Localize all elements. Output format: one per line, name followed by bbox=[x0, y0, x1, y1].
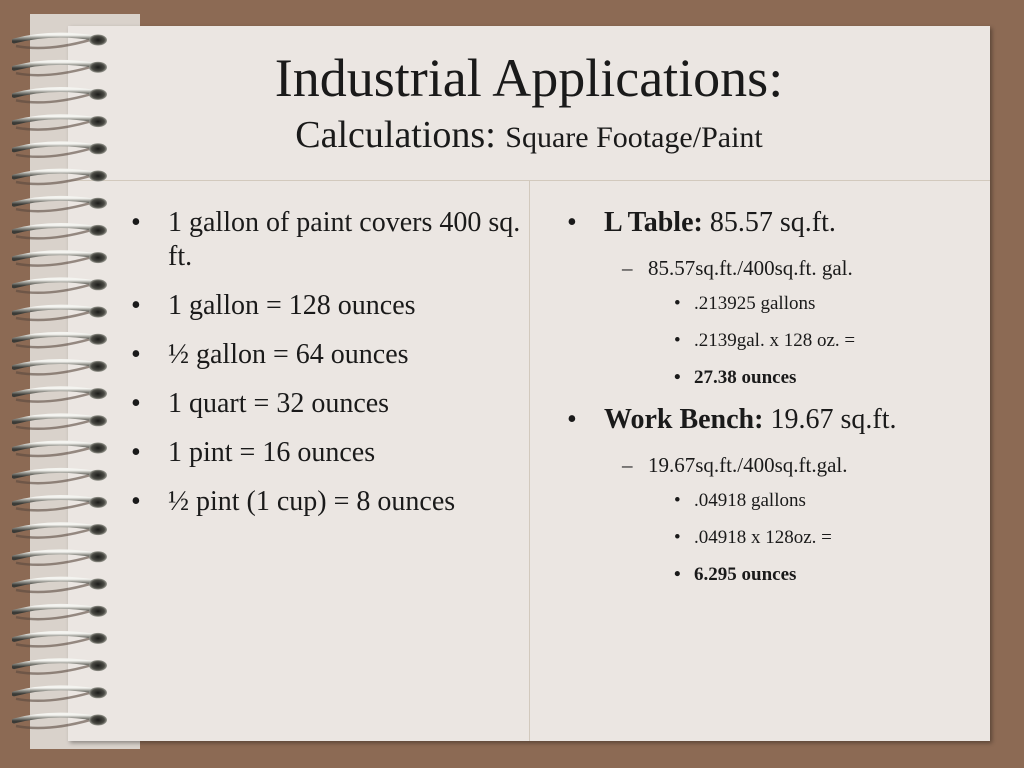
spiral-ring bbox=[14, 660, 107, 674]
work-bench-item bbox=[564, 403, 974, 437]
title-block bbox=[68, 48, 990, 161]
l-table-detail: • .213925 gallons bbox=[564, 292, 974, 316]
spiral-ring bbox=[14, 171, 107, 185]
l-table-value: 85.57 sq.ft. bbox=[702, 207, 836, 238]
spiral-ring bbox=[14, 687, 107, 701]
spiral-ring bbox=[14, 62, 107, 75]
spiral-ring bbox=[14, 497, 107, 511]
slide-subtitle bbox=[68, 112, 990, 161]
spiral-ring bbox=[14, 524, 107, 538]
work-bench-label: Work Bench: bbox=[604, 404, 764, 435]
spiral-ring bbox=[14, 279, 107, 293]
spiral-ring bbox=[14, 307, 107, 321]
spiral-ring bbox=[14, 606, 107, 620]
spiral-ring bbox=[14, 415, 107, 429]
spiral-ring bbox=[14, 361, 107, 375]
left-bullet-list bbox=[128, 206, 528, 519]
list-item: • 1 gallon of paint covers 400 sq. ft. bbox=[128, 206, 528, 274]
spiral-ring bbox=[14, 551, 107, 565]
work-bench-detail: • .04918 gallons bbox=[564, 489, 974, 513]
subtitle-small: Square Footage/Paint bbox=[505, 121, 763, 154]
right-column bbox=[564, 206, 974, 600]
list-item: • ½ gallon = 64 ounces bbox=[128, 338, 528, 372]
list-item: • 1 pint = 16 ounces bbox=[128, 436, 528, 470]
list-item: • 1 gallon = 128 ounces bbox=[128, 289, 528, 323]
spiral-binding-icon bbox=[12, 22, 122, 747]
l-table-result: • 27.38 ounces bbox=[564, 366, 974, 390]
l-table-label: L Table: bbox=[604, 207, 703, 238]
left-column bbox=[128, 206, 528, 534]
spiral-ring bbox=[14, 579, 107, 593]
spiral-ring bbox=[14, 388, 107, 402]
right-bullet-list bbox=[564, 206, 974, 587]
spiral-ring bbox=[14, 89, 107, 103]
list-item: • 1 quart = 32 ounces bbox=[128, 387, 528, 421]
l-table-detail: • .2139gal. x 128 oz. = bbox=[564, 329, 974, 353]
l-table-formula: – 85.57sq.ft./400sq.ft. gal. bbox=[564, 255, 974, 281]
spiral-ring bbox=[14, 35, 107, 49]
list-item: • ½ pint (1 cup) = 8 ounces bbox=[128, 485, 528, 519]
spiral-ring bbox=[14, 715, 107, 729]
spiral-ring bbox=[14, 633, 107, 647]
work-bench-result: • 6.295 ounces bbox=[564, 563, 974, 587]
spiral-ring bbox=[14, 225, 107, 239]
spiral-ring bbox=[14, 334, 107, 348]
subtitle-large: Calculations: bbox=[295, 114, 496, 156]
notebook-paper bbox=[68, 26, 990, 741]
spiral-ring bbox=[14, 443, 107, 457]
slide-title: Industrial Applications: bbox=[274, 48, 784, 108]
spiral-ring bbox=[14, 116, 107, 130]
work-bench-formula: – 19.67sq.ft./400sq.ft.gal. bbox=[564, 452, 974, 478]
l-table-item bbox=[564, 206, 974, 240]
work-bench-detail: • .04918 x 128oz. = bbox=[564, 526, 974, 550]
spiral-ring bbox=[14, 252, 107, 266]
vertical-divider bbox=[529, 180, 530, 741]
spiral-ring bbox=[14, 143, 107, 157]
spiral-ring bbox=[14, 198, 107, 212]
work-bench-value: 19.67 sq.ft. bbox=[763, 404, 897, 435]
spiral-ring bbox=[14, 470, 107, 484]
